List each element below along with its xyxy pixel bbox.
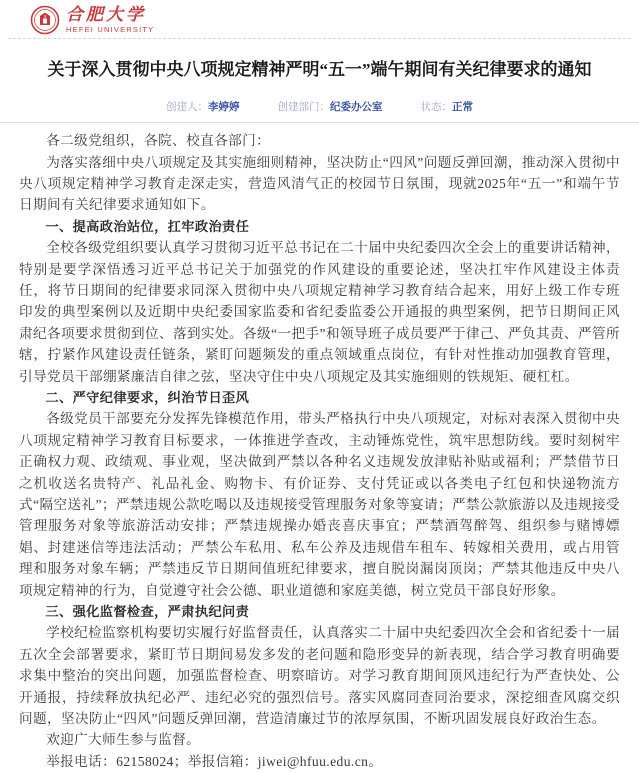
creator-value: 李婷婷 [208,101,240,114]
status-label: 状态： [420,101,452,114]
university-logo [30,5,639,35]
meta-creator [166,99,240,114]
creator-label: 创建人： [166,101,208,114]
contact-paragraph: 举报电话：62158024；举报信箱：jiwei@hfuu.edu.cn。 [46,753,383,769]
meta-department [278,99,383,114]
department-label: 创建部门： [277,101,330,114]
section-2-text: 各级党员干部要充分发挥先锋模范作用，带头严格执行中央八项规定，对标对表深入贯彻中央八项规定精神学习教育目标要求，一体推进学查改，主动锤炼党性，筑牢思想防线。要时刻树牢正确权力观、政绩观、事业观，坚决做到严禁以各种名义违规发放津贴补贴或福利；严禁借节日之机收送名贵特产、礼品礼金、购物卡、有价证券、支付凭证或以各类电子红包和快递物流方式“隔空送礼”；严禁违规公款吃喝以及违规接受管理服务对象等宴请；严禁公款旅游以及违规接受管理服务对象等旅游活动安排；严禁违规操办婚丧喜庆事宜；严禁酒驾醉驾、组织参与赌博嫖娼、封建迷信等违法活动；严禁公车私用、私车公养及违规借车租车、转嫁相关费用，或占用管理和服务对象车辆；严禁违反节日期间值班纪律要求，擅自脱岗漏岗顶岗；严禁其他违反中央八项规定精神的行为，自觉遵守社会公德、职业道德和家庭美德，树立党员干部良好形象。 [19,411,620,598]
intro-paragraph: 为落实落细中央八项规定及其实施细则精神，坚决防止“四风”问题反弹回潮，推动深入贯彻中央八项规定精神学习教育走深走实，营造风清气正的校园节日氛围，现就2025年“五一”和端午节日期间有关纪律要求通知如下。 [19,154,620,213]
meta-status [421,99,474,114]
notice-body [0,123,639,772]
closing-paragraph: 欢迎广大师生参与监督。 [46,732,201,748]
section-1-text: 全校各级党组织要认真学习贯彻习近平总书记在二十届中央纪委四次全会上的重要讲话精神，特别是要学深悟透习近平总书记关于加强党的作风建设的重要论述，坚决扛牢作风建设主体责任，将节日期间的纪律要求同深入贯彻中央八项规定精神学习教育结合起来，用好上级工作专班印发的典型案例以及近期中央纪委国家监委和省纪委监委公开通报的典型案例，把节日期间正风肃纪各项要求贯彻到位、落到实处。各级“一把手”和领导班子成员要严于律己、严负其责、严管所辖，拧紧作风建设责任链条，紧盯问题频发的重点领域重点岗位，有针对性推动加强教育管理，引导党员干部绷紧廉洁自律之弦，坚决守住中央八项规定及其实施细则的铁规矩、硬杠杠。 [19,240,620,384]
header-divider [8,38,631,39]
university-name-cn: 合肥大学 [66,5,146,25]
notice-title: 关于深入贯彻中央八项规定精神严明“五一”端午期间有关纪律要求的通知 [47,60,592,79]
section-3-text: 学校纪检监察机构要切实履行好监督责任，认真落实二十届中央纪委四次全会和省纪委十一届五次全会部署要求，紧盯节日期间易发多发的老问题和隐形变异的新表现，结合学习教育明确要求集中整治的突出问题，加强监督检查、明察暗访。对学习教育期间顶风违纪行为严查快处、公开通报，持续释放执纪必严、违纪必究的强烈信号。落实风腐同查同治要求，深挖细查风腐交织问题，坚决防止“四风”问题反弹回潮，营造清廉过节的浓厚氛围，不断巩固发展良好政治生态。 [19,625,620,727]
section-3-heading: 三、强化监督检查，严肃执纪问责 [45,604,250,620]
salutation: 各二级党组织，各院、校直各部门： [46,133,271,149]
status-badge: 正常 [452,101,473,114]
section-1-heading: 一、提高政治站位，扛牢政治责任 [45,218,250,234]
university-name-en: HEFEI UNIVERSITY [66,25,155,35]
university-seal-icon [30,5,60,35]
section-2-heading: 二、严守纪律要求，纠治节日歪风 [45,389,250,405]
page-header [0,0,639,37]
department-value: 纪委办公室 [330,101,383,114]
notice-meta [0,99,639,114]
